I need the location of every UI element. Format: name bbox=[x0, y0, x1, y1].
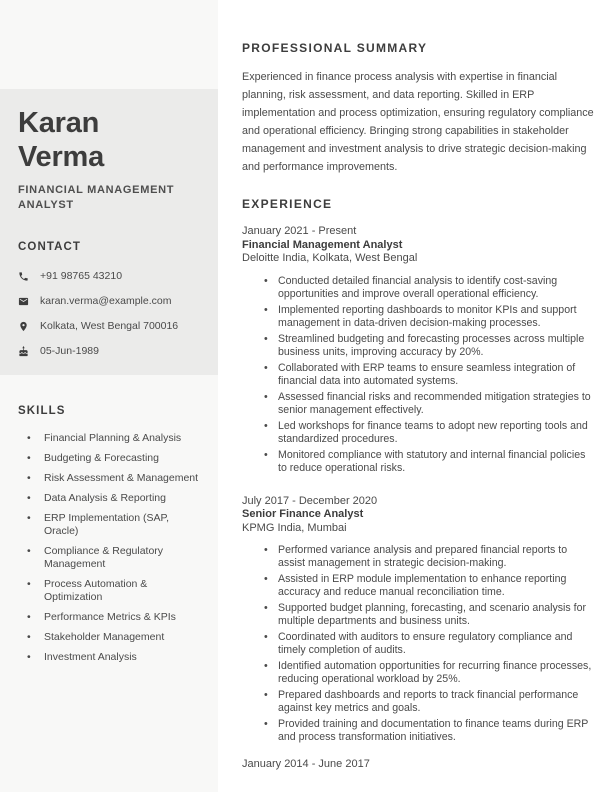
contact-location-text: Kolkata, West Bengal 700016 bbox=[40, 320, 179, 332]
bullet-item: • Led workshops for finance teams to adopt new reporting tools and standardized procedures. bbox=[242, 420, 595, 446]
candidate-title: FINANCIAL MANAGEMENT ANALYST bbox=[18, 184, 175, 211]
skill-item: • Performance Metrics & KPIs bbox=[18, 611, 200, 624]
contact-item-email bbox=[18, 295, 200, 307]
bullet-item: • Coordinated with auditors to ensure regulatory compliance and timely completion of audits. bbox=[242, 631, 595, 657]
bullet-item: • Assessed financial risks and recommended mitigation strategies to senior management effectively. bbox=[242, 391, 595, 417]
skill-item: • Budgeting & Forecasting bbox=[18, 452, 200, 465]
entry-title: Senior Finance Analyst bbox=[242, 508, 364, 520]
location-pin-icon bbox=[18, 321, 29, 332]
entry-bullets bbox=[242, 544, 595, 744]
bullet-item: • Supported budget planning, forecasting, and scenario analysis for multiple departments and business units. bbox=[242, 602, 595, 628]
entry-title: Financial Management Analyst bbox=[242, 238, 403, 251]
bullet-item: • Provided training and documentation to finance teams during ERP and process transformation initiatives. bbox=[242, 718, 595, 744]
birthday-cake-icon bbox=[18, 346, 29, 357]
main-column bbox=[242, 0, 595, 772]
contact-phone-text: +91 98765 43210 bbox=[40, 270, 123, 282]
bullet-item: • Assisted in ERP module implementation to enhance reporting accuracy and reduce manual reconciliation time. bbox=[242, 573, 595, 599]
skill-item: • Investment Analysis bbox=[18, 651, 200, 664]
experience-entry bbox=[242, 225, 595, 475]
contact-list bbox=[18, 270, 200, 357]
skills-list bbox=[18, 432, 200, 664]
contact-item-location bbox=[18, 320, 200, 332]
contact-heading: CONTACT bbox=[18, 241, 82, 253]
bullet-item: • Monitored compliance with statutory and internal financial policies to reduce operational risks. bbox=[242, 449, 595, 475]
summary-section bbox=[242, 40, 595, 176]
entry-dates: January 2021 - Present bbox=[242, 225, 357, 237]
skill-item: • Data Analysis & Reporting bbox=[18, 492, 200, 505]
contact-item-phone bbox=[18, 270, 200, 282]
skills-section bbox=[0, 404, 218, 664]
experience-entry bbox=[242, 758, 595, 772]
experience-section bbox=[242, 196, 595, 772]
contact-item-birthdate bbox=[18, 345, 200, 357]
summary-text: Experienced in finance process analysis with expertise in financial planning, risk assessment, and data reporting. Skilled in ERP implementation and process optimization, ensuring regulatory compliance and operational efficiency. Bringing strong capabilities in stakeholder management and investment analysis to drive strategic decision-making and performance improvements. bbox=[242, 71, 594, 173]
skill-item: • Compliance & Regulatory Management bbox=[18, 545, 200, 571]
experience-entry bbox=[242, 495, 595, 745]
bullet-item: • Conducted detailed financial analysis to identify cost-saving opportunities and improve overall operational efficiency. bbox=[242, 275, 595, 301]
phone-icon bbox=[18, 271, 29, 282]
skills-heading: SKILLS bbox=[18, 405, 66, 417]
contact-birthdate-text: 05-Jun-1989 bbox=[40, 345, 99, 357]
skill-item: • Risk Assessment & Management bbox=[18, 472, 200, 485]
candidate-name: Karan Verma bbox=[18, 107, 105, 173]
skill-item: • Financial Planning & Analysis bbox=[18, 432, 200, 445]
email-icon bbox=[18, 296, 29, 307]
contact-email-text: karan.verma@example.com bbox=[40, 295, 172, 307]
bullet-item: • Collaborated with ERP teams to ensure seamless integration of financial data into automated systems. bbox=[242, 362, 595, 388]
bullet-item: • Prepared dashboards and reports to track financial performance against key metrics and goals. bbox=[242, 689, 595, 715]
sidebar bbox=[0, 0, 218, 792]
skill-item: • Stakeholder Management bbox=[18, 631, 200, 644]
bullet-item: • Implemented reporting dashboards to monitor KPIs and support management in data-driven decision-making processes. bbox=[242, 304, 595, 330]
experience-heading: EXPERIENCE bbox=[242, 197, 333, 211]
skill-item: • ERP Implementation (SAP, Oracle) bbox=[18, 512, 200, 538]
skill-item: • Process Automation & Optimization bbox=[18, 578, 200, 604]
bullet-item: • Streamlined budgeting and forecasting processes across multiple business units, improving accuracy by 20%. bbox=[242, 333, 595, 359]
entry-dates: July 2017 - December 2020 bbox=[242, 494, 378, 507]
summary-heading: PROFESSIONAL SUMMARY bbox=[242, 41, 428, 55]
entry-dates: January 2014 - June 2017 bbox=[242, 758, 370, 770]
header-block bbox=[0, 89, 218, 375]
entry-company: KPMG India, Mumbai bbox=[242, 521, 347, 534]
bullet-item: • Identified automation opportunities for recurring finance processes, reducing operational workload by 25%. bbox=[242, 660, 595, 686]
entry-company: Deloitte India, Kolkata, West Bengal bbox=[242, 252, 418, 264]
bullet-item: • Performed variance analysis and prepared financial reports to assist management in strategic decision-making. bbox=[242, 544, 595, 570]
entry-bullets bbox=[242, 275, 595, 475]
